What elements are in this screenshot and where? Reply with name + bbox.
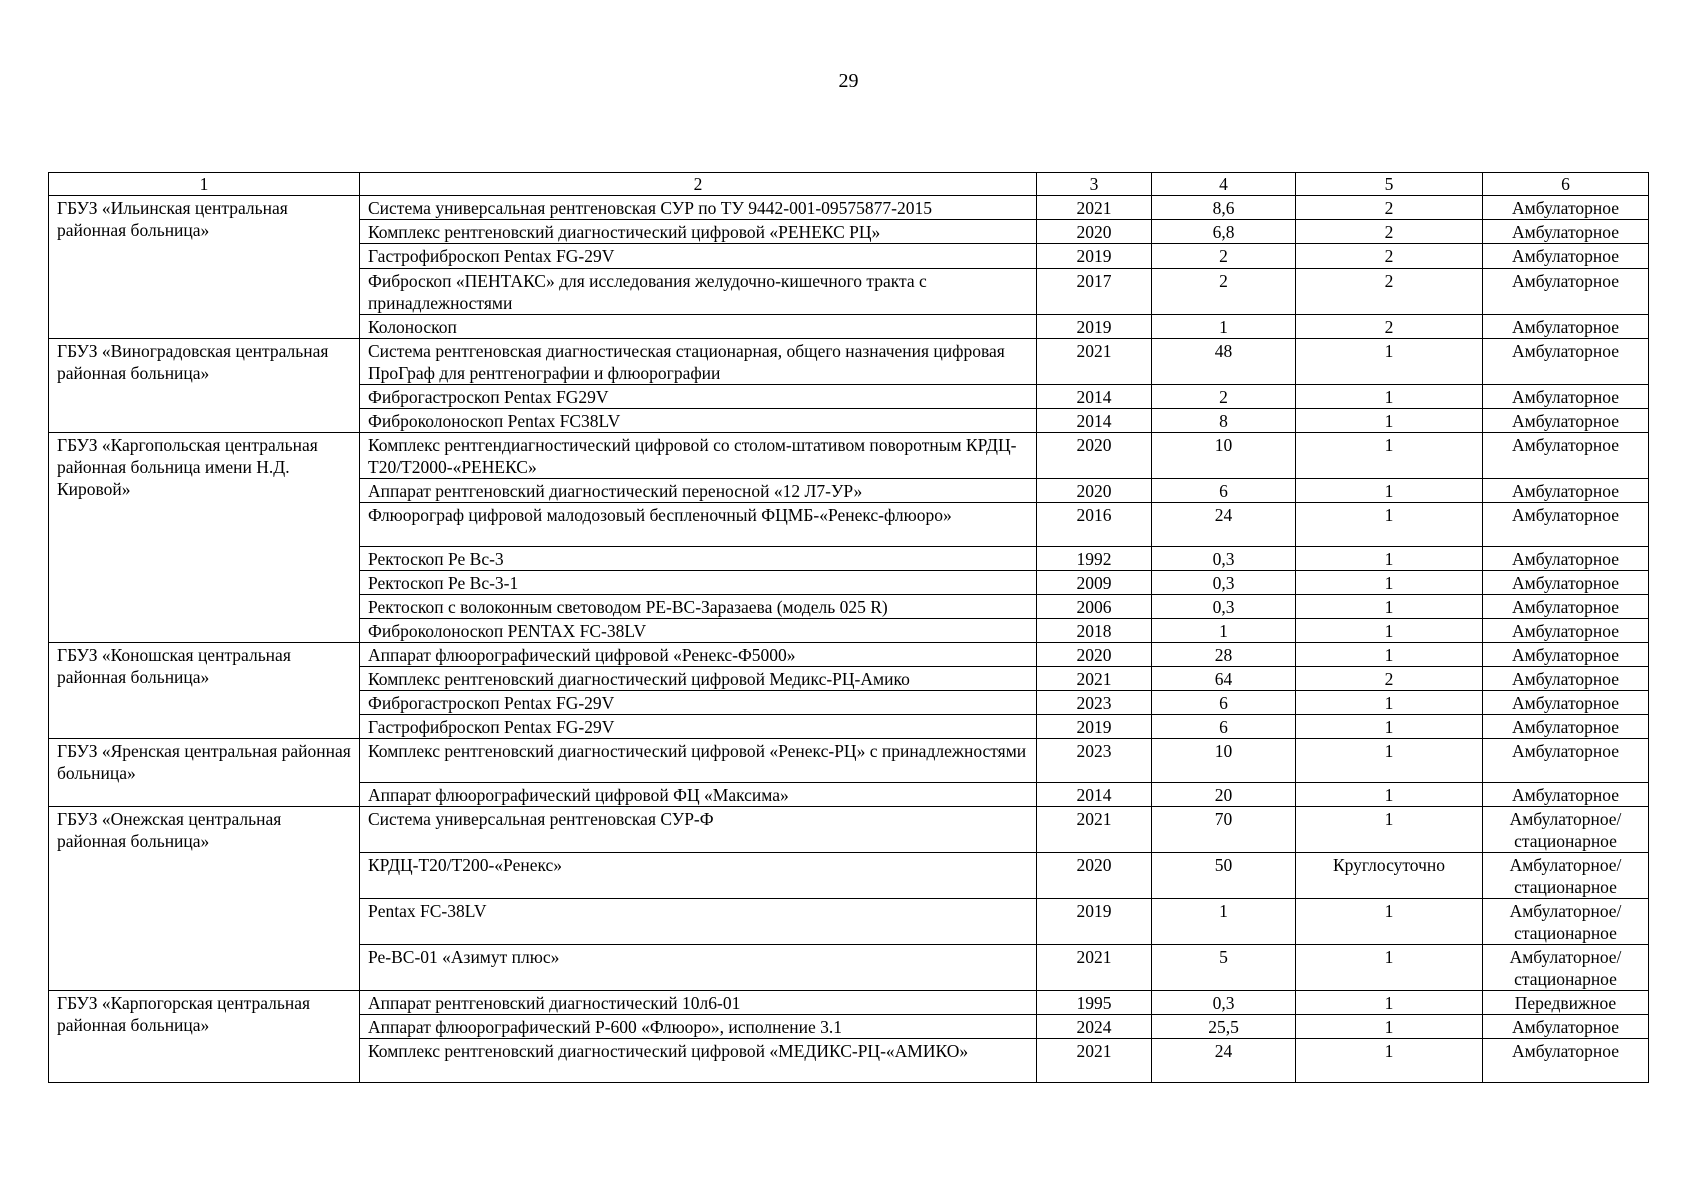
equipment-cell: Аппарат рентгеновский диагностический переносной «12 Л7-УР»	[360, 479, 1037, 503]
table-row	[49, 991, 1649, 1015]
mode-cell: Амбулаторное	[1483, 667, 1649, 691]
organization-cell: ГБУЗ «Каргопольская центральная районная больница имени Н.Д. Кировой»	[49, 433, 360, 643]
value-cell: 0,3	[1152, 547, 1296, 571]
value-cell: 0,3	[1152, 595, 1296, 619]
shifts-cell: Круглосуточно	[1296, 853, 1483, 899]
shifts-cell: 1	[1296, 571, 1483, 595]
equipment-cell: Pentax FC-38LV	[360, 899, 1037, 945]
equipment-cell: Ректоскоп с волоконным световодом РЕ-ВС-Заразаева (модель 025 R)	[360, 595, 1037, 619]
year-cell: 2014	[1037, 409, 1152, 433]
mode-cell: Амбулаторное	[1483, 385, 1649, 409]
mode-cell: Амбулаторное	[1483, 1039, 1649, 1083]
value-cell: 48	[1152, 339, 1296, 385]
column-number-row	[49, 173, 1649, 196]
equipment-cell: Ректоскоп Ре Вс-3-1	[360, 571, 1037, 595]
value-cell: 6,8	[1152, 220, 1296, 244]
year-cell: 2016	[1037, 503, 1152, 547]
year-cell: 2019	[1037, 715, 1152, 739]
organization-cell: ГБУЗ «Коношская центральная районная больница»	[49, 643, 360, 739]
year-cell: 2019	[1037, 315, 1152, 339]
equipment-cell: Ре-ВС-01 «Азимут плюс»	[360, 945, 1037, 991]
shifts-cell: 1	[1296, 385, 1483, 409]
year-cell: 2009	[1037, 571, 1152, 595]
value-cell: 25,5	[1152, 1015, 1296, 1039]
shifts-cell: 1	[1296, 691, 1483, 715]
equipment-cell: Комплекс рентгеновский диагностический цифровой «РЕНЕКС РЦ»	[360, 220, 1037, 244]
equipment-cell: Комплекс рентгеновский диагностический цифровой «МЕДИКС-РЦ-«АМИКО»	[360, 1039, 1037, 1083]
shifts-cell: 2	[1296, 244, 1483, 269]
year-cell: 2024	[1037, 1015, 1152, 1039]
shifts-cell: 1	[1296, 783, 1483, 807]
year-cell: 2006	[1037, 595, 1152, 619]
value-cell: 70	[1152, 807, 1296, 853]
shifts-cell: 2	[1296, 196, 1483, 220]
year-cell: 2019	[1037, 899, 1152, 945]
shifts-cell: 2	[1296, 667, 1483, 691]
shifts-cell: 1	[1296, 899, 1483, 945]
value-cell: 24	[1152, 1039, 1296, 1083]
year-cell: 2019	[1037, 244, 1152, 269]
value-cell: 0,3	[1152, 571, 1296, 595]
equipment-cell: Комплекс рентгеновский диагностический цифровой Медикс-РЦ-Амико	[360, 667, 1037, 691]
year-cell: 2021	[1037, 807, 1152, 853]
shifts-cell: 2	[1296, 269, 1483, 315]
equipment-cell: Система универсальная рентгеновская СУР-Ф	[360, 807, 1037, 853]
equipment-cell: Фиброгастроскоп Pentax FG-29V	[360, 691, 1037, 715]
year-cell: 2018	[1037, 619, 1152, 643]
year-cell: 2017	[1037, 269, 1152, 315]
organization-cell: ГБУЗ «Яренская центральная районная больница»	[49, 739, 360, 807]
value-cell: 1	[1152, 619, 1296, 643]
mode-cell: Амбулаторное	[1483, 503, 1649, 547]
mode-cell: Амбулаторное	[1483, 547, 1649, 571]
mode-cell: Амбулаторное/ стационарное	[1483, 899, 1649, 945]
mode-cell: Амбулаторное	[1483, 339, 1649, 385]
value-cell: 50	[1152, 853, 1296, 899]
equipment-cell: Аппарат рентгеновский диагностический 10л6-01	[360, 991, 1037, 1015]
shifts-cell: 1	[1296, 807, 1483, 853]
shifts-cell: 2	[1296, 315, 1483, 339]
table-row	[49, 196, 1649, 220]
equipment-cell: Фиброскоп «ПЕНТАКС» для исследования желудочно-кишечного тракта с принадлежностями	[360, 269, 1037, 315]
table-row	[49, 643, 1649, 667]
mode-cell: Амбулаторное/ стационарное	[1483, 807, 1649, 853]
equipment-cell: Система универсальная рентгеновская СУР по ТУ 9442-001-09575877-2015	[360, 196, 1037, 220]
mode-cell: Амбулаторное	[1483, 739, 1649, 783]
shifts-cell: 1	[1296, 715, 1483, 739]
equipment-cell: Аппарат флюорографический цифровой ФЦ «Максима»	[360, 783, 1037, 807]
year-cell: 2023	[1037, 691, 1152, 715]
shifts-cell: 1	[1296, 409, 1483, 433]
organization-cell: ГБУЗ «Виноградовская центральная районная больница»	[49, 339, 360, 433]
column-header: 5	[1296, 173, 1483, 196]
equipment-cell: КРДЦ-Т20/Т200-«Ренекс»	[360, 853, 1037, 899]
value-cell: 6	[1152, 715, 1296, 739]
mode-cell: Амбулаторное/ стационарное	[1483, 945, 1649, 991]
year-cell: 2020	[1037, 479, 1152, 503]
mode-cell: Амбулаторное	[1483, 220, 1649, 244]
mode-cell: Амбулаторное	[1483, 315, 1649, 339]
equipment-cell: Ректоскоп Ре Вс-3	[360, 547, 1037, 571]
equipment-cell: Флюорограф цифровой малодозовый беспленочный ФЦМБ-«Ренекс-флюоро»	[360, 503, 1037, 547]
value-cell: 24	[1152, 503, 1296, 547]
mode-cell: Амбулаторное	[1483, 269, 1649, 315]
value-cell: 2	[1152, 269, 1296, 315]
shifts-cell: 1	[1296, 1039, 1483, 1083]
equipment-cell: Фиброколоноскоп Pentax FC38LV	[360, 409, 1037, 433]
mode-cell: Амбулаторное	[1483, 643, 1649, 667]
shifts-cell: 1	[1296, 479, 1483, 503]
value-cell: 8	[1152, 409, 1296, 433]
shifts-cell: 1	[1296, 595, 1483, 619]
mode-cell: Амбулаторное	[1483, 619, 1649, 643]
shifts-cell: 1	[1296, 619, 1483, 643]
column-header: 1	[49, 173, 360, 196]
value-cell: 1	[1152, 899, 1296, 945]
shifts-cell: 1	[1296, 991, 1483, 1015]
table-row	[49, 807, 1649, 853]
year-cell: 2021	[1037, 339, 1152, 385]
shifts-cell: 1	[1296, 739, 1483, 783]
mode-cell: Амбулаторное	[1483, 244, 1649, 269]
value-cell: 2	[1152, 244, 1296, 269]
equipment-cell: Фиброколоноскоп PENTAX FC-38LV	[360, 619, 1037, 643]
mode-cell: Амбулаторное	[1483, 783, 1649, 807]
mode-cell: Передвижное	[1483, 991, 1649, 1015]
year-cell: 2021	[1037, 196, 1152, 220]
shifts-cell: 1	[1296, 433, 1483, 479]
column-header: 2	[360, 173, 1037, 196]
equipment-cell: Аппарат флюорографический цифровой «Ренекс-Ф5000»	[360, 643, 1037, 667]
equipment-cell: Фиброгастроскоп Pentax FG29V	[360, 385, 1037, 409]
year-cell: 1995	[1037, 991, 1152, 1015]
value-cell: 5	[1152, 945, 1296, 991]
column-header: 4	[1152, 173, 1296, 196]
year-cell: 2021	[1037, 1039, 1152, 1083]
shifts-cell: 1	[1296, 503, 1483, 547]
mode-cell: Амбулаторное	[1483, 595, 1649, 619]
year-cell: 2020	[1037, 433, 1152, 479]
value-cell: 20	[1152, 783, 1296, 807]
year-cell: 2020	[1037, 643, 1152, 667]
shifts-cell: 1	[1296, 1015, 1483, 1039]
equipment-cell: Колоноскоп	[360, 315, 1037, 339]
value-cell: 28	[1152, 643, 1296, 667]
value-cell: 10	[1152, 739, 1296, 783]
mode-cell: Амбулаторное	[1483, 479, 1649, 503]
value-cell: 1	[1152, 315, 1296, 339]
organization-cell: ГБУЗ «Онежская центральная районная больница»	[49, 807, 360, 991]
table-row	[49, 433, 1649, 479]
organization-cell: ГБУЗ «Карпогорская центральная районная больница»	[49, 991, 360, 1083]
table-row	[49, 339, 1649, 385]
page-number: 29	[838, 70, 859, 92]
equipment-cell: Гастрофиброскоп Pentax FG-29V	[360, 715, 1037, 739]
equipment-cell: Аппарат флюорографический Р-600 «Флюоро», исполнение 3.1	[360, 1015, 1037, 1039]
equipment-cell: Комплекс рентгендиагностический цифровой со столом-штативом поворотным КРДЦ-Т20/Т2000-«РЕНЕКС»	[360, 433, 1037, 479]
mode-cell: Амбулаторное	[1483, 409, 1649, 433]
year-cell: 2014	[1037, 385, 1152, 409]
year-cell: 2020	[1037, 220, 1152, 244]
table-body	[49, 196, 1649, 1083]
equipment-cell: Гастрофиброскоп Pentax FG-29V	[360, 244, 1037, 269]
value-cell: 2	[1152, 385, 1296, 409]
value-cell: 64	[1152, 667, 1296, 691]
shifts-cell: 1	[1296, 339, 1483, 385]
year-cell: 2021	[1037, 667, 1152, 691]
shifts-cell: 2	[1296, 220, 1483, 244]
equipment-cell: Комплекс рентгеновский диагностический цифровой «Ренекс-РЦ» с принадлежностями	[360, 739, 1037, 783]
mode-cell: Амбулаторное/ стационарное	[1483, 853, 1649, 899]
shifts-cell: 1	[1296, 945, 1483, 991]
shifts-cell: 1	[1296, 547, 1483, 571]
mode-cell: Амбулаторное	[1483, 1015, 1649, 1039]
mode-cell: Амбулаторное	[1483, 691, 1649, 715]
year-cell: 2021	[1037, 945, 1152, 991]
value-cell: 0,3	[1152, 991, 1296, 1015]
mode-cell: Амбулаторное	[1483, 433, 1649, 479]
year-cell: 2014	[1037, 783, 1152, 807]
column-header: 3	[1037, 173, 1152, 196]
mode-cell: Амбулаторное	[1483, 571, 1649, 595]
organization-cell: ГБУЗ «Ильинская центральная районная больница»	[49, 196, 360, 339]
year-cell: 1992	[1037, 547, 1152, 571]
value-cell: 10	[1152, 433, 1296, 479]
table-row	[49, 739, 1649, 783]
equipment-cell: Система рентгеновская диагностическая стационарная, общего назначения цифровая ПроГраф для рентгенографии и флюорографии	[360, 339, 1037, 385]
mode-cell: Амбулаторное	[1483, 196, 1649, 220]
year-cell: 2020	[1037, 853, 1152, 899]
mode-cell: Амбулаторное	[1483, 715, 1649, 739]
value-cell: 6	[1152, 479, 1296, 503]
shifts-cell: 1	[1296, 643, 1483, 667]
value-cell: 6	[1152, 691, 1296, 715]
column-header: 6	[1483, 173, 1649, 196]
equipment-table	[48, 172, 1649, 1083]
value-cell: 8,6	[1152, 196, 1296, 220]
year-cell: 2023	[1037, 739, 1152, 783]
